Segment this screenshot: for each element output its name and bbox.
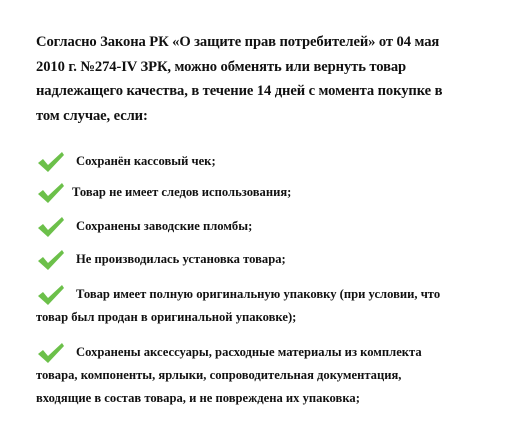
intro-line: том случае, если: [36, 108, 148, 125]
checklist-item-text: Товар не имеет следов использования; [72, 185, 292, 199]
checklist-item-text: Сохранены аксессуары, расходные материалы из комплекта [76, 345, 422, 359]
checklist-item [36, 283, 506, 329]
green-check-icon [36, 283, 66, 307]
checklist-item-text: входящие в состав товара, и не повреждена их упаковка; [36, 391, 360, 405]
intro-line: надлежащего качества, в течение 14 дней с момента покупке в [36, 83, 443, 100]
checklist-item-text: Не производилась установка товара; [76, 252, 286, 266]
green-check-icon [36, 150, 66, 174]
green-check-icon [36, 181, 66, 205]
green-check-icon [36, 248, 66, 272]
green-check-icon [36, 215, 66, 239]
checklist-item [36, 215, 506, 238]
checklist-item-text: товара, компоненты, ярлыки, сопроводительная документация, [36, 368, 402, 382]
green-check-icon [36, 341, 66, 365]
checklist-item-text: Сохранены заводские пломбы; [76, 219, 253, 233]
checklist-item [36, 341, 506, 410]
checklist-item-text: Товар имеет полную оригинальную упаковку (при условии, что [76, 287, 441, 301]
checklist-item-text: Сохранён кассовый чек; [76, 154, 216, 168]
checklist-item-text: товар был продан в оригинальной упаковке); [36, 310, 297, 324]
checklist-item [36, 181, 506, 204]
checklist-item [36, 248, 506, 271]
intro-paragraph [36, 30, 498, 129]
intro-line: 2010 г. №274-IV ЗРК, можно обменять или вернуть товар [36, 58, 407, 75]
intro-line: Согласно Закона РК «О защите прав потребителей» от 04 мая [36, 34, 440, 50]
checklist-item [36, 150, 506, 173]
